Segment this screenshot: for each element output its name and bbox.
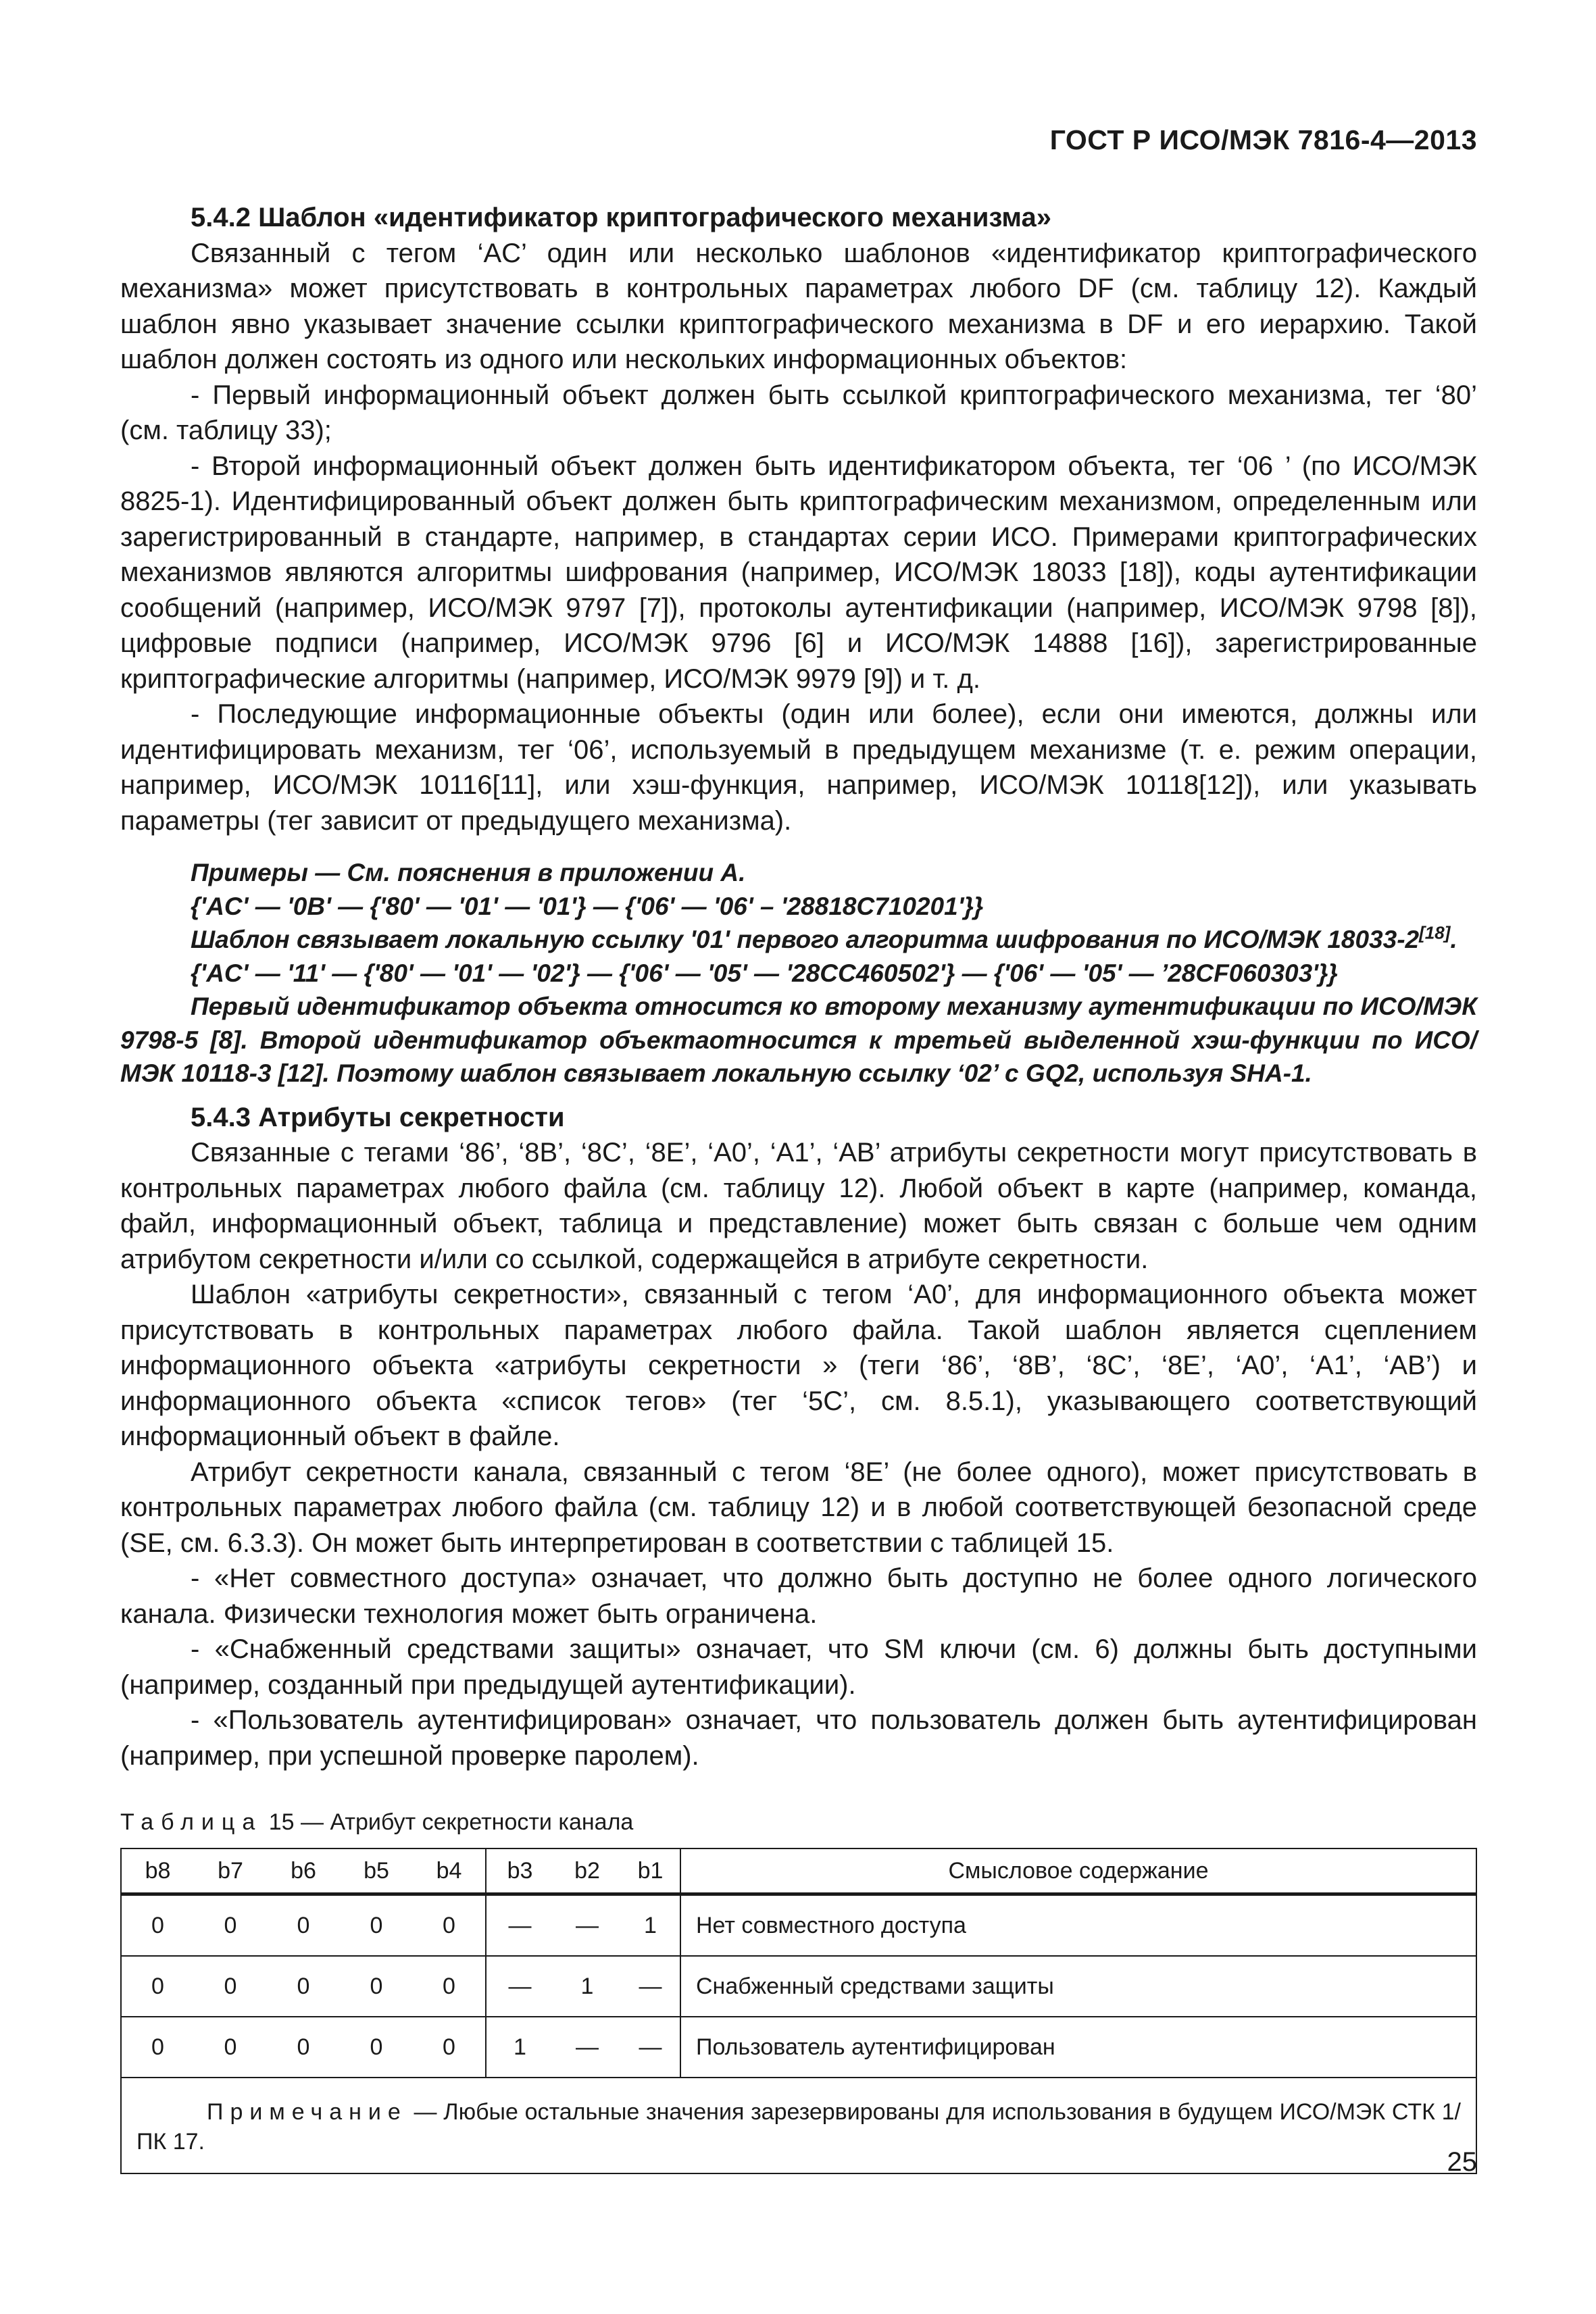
- table-cell: —: [553, 2017, 621, 2078]
- table-row: [121, 2017, 1476, 2078]
- table-note-row: [121, 2078, 1476, 2173]
- header-cell: b3: [486, 1848, 553, 1894]
- table-cell: 0: [413, 2017, 486, 2078]
- standard-header: ГОСТ Р ИСО/МЭК 7816-4—2013: [1049, 124, 1477, 155]
- table-cell: —: [486, 1894, 553, 1957]
- table-cell: 0: [121, 1894, 194, 1957]
- section-title-542: 5.4.2 Шаблон «идентификатор криптографического механизма»: [191, 203, 1051, 232]
- example-text-end: .: [1450, 926, 1457, 953]
- note-label: Примечание: [207, 2099, 407, 2125]
- list-item: - «Снабженный средствами защиты» означает, что SM ключи (см. 6) должны быть доступными (например, созданный при предыдущей аутентификации).: [120, 1634, 1477, 1700]
- example-text: [120, 923, 1477, 957]
- table-cell: 0: [267, 2017, 340, 2078]
- table-cell: 0: [340, 1894, 413, 1957]
- list-item: - Первый информационный объект должен быть ссылкой криптографического механизма, тег ‘80’ (см. таблицу 33);: [120, 380, 1477, 445]
- note-text: — Любые остальные значения зарезервированы для использования в будущем ИСО/МЭК СТК 1/ПК 17.: [136, 2099, 1461, 2155]
- table-cell: —: [553, 1894, 621, 1957]
- table-cell: —: [621, 2017, 680, 2078]
- paragraph: Шаблон «атрибуты секретности», связанный с тегом ‘A0’, для информационного объекта может присутствовать в контрольных параметрах любого файла. Такой шаблон является сцеплением информационного объекта «атрибуты секретности » (теги ‘86’, ‘8B’, ‘8C’, ‘8E’, ‘A0’, ‘A1’, ‘AB’) и информационного объекта «список тегов» (тег ‘5C’, см. 8.5.1), указывающего соответствующий информационный объект в файле.: [120, 1280, 1477, 1451]
- header-cell: b4: [413, 1848, 486, 1894]
- table-cell: 0: [121, 2017, 194, 2078]
- table-cell: —: [486, 1956, 553, 2017]
- header-cell: Смысловое содержание: [680, 1848, 1476, 1894]
- header-cell: b1: [621, 1848, 680, 1894]
- page-number: 25: [1447, 2147, 1477, 2177]
- header-cell: b7: [194, 1848, 267, 1894]
- list-item: - «Пользователь аутентифицирован» означает, что пользователь должен быть аутентифицирован (например, при успешной проверке паролем).: [120, 1705, 1477, 1771]
- table-cell: 0: [340, 1956, 413, 2017]
- header-cell: b2: [553, 1848, 621, 1894]
- header-cell: b5: [340, 1848, 413, 1894]
- example-text: Первый идентификатор объекта относится ко второму механизму аутентификации по ИСО/МЭК 9798-5 [8]. Второй идентификатор объектаотносится к третьей выделенной хэш-функции по ИСО/МЭК 10118-3 [12]. Поэтому шаблон связывает локальную ссылку ‘02’ с GQ2, используя SHA-1.: [120, 992, 1477, 1087]
- table-caption-word: Таблица: [120, 1809, 263, 1835]
- list-item: - Последующие информационные объекты (один или более), если они имеются, должны или идентифицировать механизм, тег ‘06’, используемый в предыдущем механизме (т. е. режим операции, например, ИСО/МЭК 10116[11], или хэш-функция, например, ИСО/МЭК 10118[12]), или указывать параметры (тег зависит от предыдущего механизма).: [120, 699, 1477, 836]
- table-header-row: [121, 1848, 1476, 1894]
- table-cell: 0: [194, 1894, 267, 1957]
- header-cell: b6: [267, 1848, 340, 1894]
- table-cell: 1: [621, 1894, 680, 1957]
- table-cell: 0: [413, 1894, 486, 1957]
- paragraph: Связанный с тегом ‘AC’ один или несколько шаблонов «идентификатор криптографического механизма» может присутствовать в контрольных параметрах любого DF (см. таблицу 12). Каждый шаблон явно указывает значение ссылки криптографического механизма в DF и его иерархию. Такой шаблон должен состоять из одного или нескольких информационных объектов:: [120, 238, 1477, 374]
- table-cell: 0: [267, 1956, 340, 2017]
- table-cell: 0: [413, 1956, 486, 2017]
- header-cell: b8: [121, 1848, 194, 1894]
- list-item: - «Нет совместного доступа» означает, что должно быть доступно не более одного логического канала. Физически технология может быть ограничена.: [120, 1563, 1477, 1629]
- section-title-543: 5.4.3 Атрибуты секретности: [191, 1102, 565, 1132]
- table-cell: —: [621, 1956, 680, 2017]
- paragraph: Связанные с тегами ‘86’, ‘8B’, ‘8C’, ‘8E’, ‘A0’, ‘A1’, ‘AB’ атрибуты секретности могут присутствовать в контрольных параметрах любого файла (см. таблицу 12). Любой объект в карте (например, команда, файл, информационный объект, таблица и представление) может быть связан с больше чем одним атрибутом секретности и/или со ссылкой, содержащейся в атрибуте секретности.: [120, 1138, 1477, 1274]
- list-item: - Второй информационный объект должен быть идентификатором объекта, тег ‘06 ’ (по ИСО/МЭК 8825-1). Идентифицированный объект должен быть криптографическим механизмом, определенным или зарегистрированный в стандарте, например, в стандартах серии ИСО. Примерами криптографических механизмов являются алгоритмы шифрования (например, ИСО/МЭК 18033 [18]), коды аутентификации сообщений (например, ИСО/МЭК 9797 [7]), протоколы аутентификации (например, ИСО/МЭК 9798 [8]), цифровые подписи (например, ИСО/МЭК 9796 [6] и ИСО/МЭК 14888 [16]), зарегистрированные криптографические алгоритмы (например, ИСО/МЭК 9979 [9]) и т. д.: [120, 451, 1477, 694]
- example-code: {'AC' — '0B' — {'80' — '01' — '01'} — {'06' — '06' – '28818C710201'}}: [191, 892, 984, 920]
- table-note: [121, 2078, 1476, 2173]
- table-cell: 0: [194, 1956, 267, 2017]
- examples-block: [120, 856, 1477, 1090]
- table-cell-meaning: Нет совместного доступа: [680, 1894, 1476, 1957]
- table-cell: 0: [121, 1956, 194, 2017]
- table-cell: 0: [340, 2017, 413, 2078]
- table-caption-title: 15 — Атрибут секретности канала: [262, 1809, 634, 1835]
- table-cell-meaning: Снабженный средствами защиты: [680, 1956, 1476, 2017]
- example-text-main: Шаблон связывает локальную ссылку '01' первого алгоритма шифрования по ИСО/МЭК 18033-2: [191, 926, 1420, 953]
- table-cell: 1: [486, 2017, 553, 2078]
- table-cell-meaning: Пользователь аутентифицирован: [680, 2017, 1476, 2078]
- page-content: [120, 200, 1477, 2174]
- table-row: [121, 1894, 1476, 1957]
- reference-superscript: [18]: [1419, 922, 1451, 943]
- paragraph: Атрибут секретности канала, связанный с тегом ‘8E’ (не более одного), может присутствовать в контрольных параметрах любого файла (см. таблицу 12) и в любой соответствующей безопасной среде (SE, см. 6.3.3). Он может быть интерпретирован в соответствии с таблицей 15.: [120, 1457, 1477, 1558]
- table-cell: 1: [553, 1956, 621, 2017]
- table-row: [121, 1956, 1476, 2017]
- table-caption: [120, 1807, 1477, 1837]
- table-cell: 0: [194, 2017, 267, 2078]
- table-channel-security: [120, 1848, 1477, 2174]
- table-cell: 0: [267, 1894, 340, 1957]
- examples-heading: Примеры — См. пояснения в приложении А.: [191, 859, 746, 886]
- example-code: {'AC' — '11' — {'80' — '01' — '02'} — {'06' — '05' — '28CC460502'} — {'06' — '05' — ’28CF060303'}}: [191, 959, 1338, 987]
